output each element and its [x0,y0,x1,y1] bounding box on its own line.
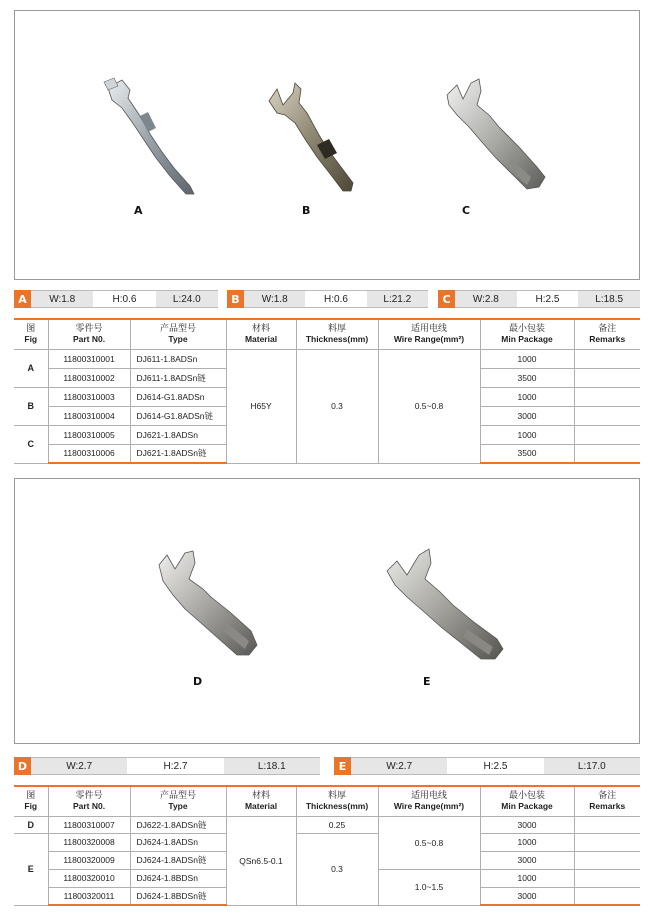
dimension-bar-b [227,290,428,308]
min-package-cell: 3000 [480,406,574,425]
fig-cell: E [14,833,48,905]
dimension-height: H:2.7 [127,758,223,774]
dimension-badge-a: A [14,290,31,308]
material-cell: H65Y [226,349,296,463]
terminal-b-image [267,79,367,204]
table-row [14,816,640,833]
product-photo-panel-2 [14,478,640,744]
type-cell: DJ624-1.8BDSn链 [130,887,226,905]
header-material: 材料 Material [226,786,296,816]
header-wire-range: 适用电线 Wire Range(mm²) [378,319,480,349]
part-number-cell: 11800310002 [48,368,130,387]
remarks-cell [574,851,640,869]
type-cell: DJ614-G1.8ADSn [130,387,226,406]
dimension-bar-c [438,290,640,308]
header-min-package: 最小包装 Min Package [480,319,574,349]
terminal-a-image [100,76,210,201]
figure-label-a: A [134,204,143,217]
part-number-cell: 11800310001 [48,349,130,368]
dimension-width: W:1.8 [31,291,93,307]
spec-table-1 [14,318,640,464]
min-package-cell: 1000 [480,387,574,406]
min-package-cell: 1000 [480,349,574,368]
table-row [14,349,640,368]
dimension-width: W:2.8 [455,291,517,307]
figure-label-e: E [423,675,431,688]
thickness-cell: 0.25 [296,816,378,833]
thickness-cell: 0.3 [296,349,378,463]
remarks-cell [574,869,640,887]
remarks-cell [574,349,640,368]
header-part-no: 零件号 Part N0. [48,319,130,349]
type-cell: DJ624-1.8ADSn [130,833,226,851]
header-fig: 图 Fig [14,786,48,816]
part-number-cell: 11800320009 [48,851,130,869]
header-part-no: 零件号 Part N0. [48,786,130,816]
remarks-cell [574,368,640,387]
remarks-cell [574,816,640,833]
header-fig: 图 Fig [14,319,48,349]
terminal-d-image [153,549,273,664]
header-type: 产品型号 Type [130,319,226,349]
terminal-c-image [441,77,551,197]
type-cell: DJ614-G1.8ADSn链 [130,406,226,425]
wire-range-cell: 1.0~1.5 [378,869,480,905]
figure-label-c: C [462,204,471,217]
type-cell: DJ621-1.8ADSn [130,425,226,444]
header-min-package: 最小包装 Min Package [480,786,574,816]
wire-range-cell: 0.5~0.8 [378,816,480,869]
remarks-cell [574,425,640,444]
dimension-width: W:2.7 [351,758,447,774]
min-package-cell: 3500 [480,444,574,463]
remarks-cell [574,406,640,425]
min-package-cell: 1000 [480,869,574,887]
fig-cell: C [14,425,48,463]
part-number-cell: 11800320008 [48,833,130,851]
dimension-bar-a [14,290,218,308]
min-package-cell: 3000 [480,851,574,869]
part-number-cell: 11800320011 [48,887,130,905]
wire-range-cell: 0.5~0.8 [378,349,480,463]
part-number-cell: 11800320010 [48,869,130,887]
table-row [14,833,640,851]
fig-cell: A [14,349,48,387]
dimension-height: H:2.5 [447,758,543,774]
table-header-row [14,786,640,816]
dimension-length: L:17.0 [544,758,640,774]
material-cell: QSn6.5-0.1 [226,816,296,905]
dimension-bar-e [334,757,640,775]
table-header-row [14,319,640,349]
min-package-cell: 3000 [480,887,574,905]
thickness-cell: 0.3 [296,833,378,905]
part-number-cell: 11800310007 [48,816,130,833]
part-number-cell: 11800310005 [48,425,130,444]
dimension-badge-e: E [334,757,351,775]
header-remarks: 备注 Remarks [574,319,640,349]
dimension-width: W:1.8 [244,291,305,307]
fig-cell: B [14,387,48,425]
header-thickness: 料厚 Thickness(mm) [296,786,378,816]
figure-label-d: D [193,675,203,688]
remarks-cell [574,833,640,851]
type-cell: DJ624-1.8ADSn链 [130,851,226,869]
dimension-height: H:0.6 [305,291,366,307]
terminal-e-image [383,547,513,667]
type-cell: DJ621-1.8ADSn链 [130,444,226,463]
dimension-width: W:2.7 [31,758,127,774]
dimension-badge-b: B [227,290,244,308]
fig-cell: D [14,816,48,833]
header-type: 产品型号 Type [130,786,226,816]
part-number-cell: 11800310004 [48,406,130,425]
min-package-cell: 1000 [480,833,574,851]
dimension-length: L:24.0 [156,291,218,307]
type-cell: DJ622-1.8ADSn链 [130,816,226,833]
header-wire-range: 适用电线 Wire Range(mm²) [378,786,480,816]
dimension-length: L:18.1 [224,758,320,774]
remarks-cell [574,387,640,406]
remarks-cell [574,887,640,905]
type-cell: DJ611-1.8ADSn [130,349,226,368]
dimension-badge-c: C [438,290,455,308]
dimension-badge-d: D [14,757,31,775]
type-cell: DJ611-1.8ADSn链 [130,368,226,387]
product-photo-panel-1 [14,10,640,280]
header-thickness: 料厚 Thickness(mm) [296,319,378,349]
header-material: 材料 Material [226,319,296,349]
remarks-cell [574,444,640,463]
dimension-height: H:0.6 [93,291,155,307]
dimension-length: L:21.2 [367,291,428,307]
part-number-cell: 11800310006 [48,444,130,463]
min-package-cell: 1000 [480,425,574,444]
dimension-bar-d [14,757,320,775]
figure-label-b: B [302,204,311,217]
min-package-cell: 3000 [480,816,574,833]
spec-table-2 [14,785,640,906]
min-package-cell: 3500 [480,368,574,387]
part-number-cell: 11800310003 [48,387,130,406]
header-remarks: 备注 Remarks [574,786,640,816]
type-cell: DJ624-1.8BDSn [130,869,226,887]
dimension-height: H:2.5 [517,291,579,307]
dimension-length: L:18.5 [578,291,640,307]
